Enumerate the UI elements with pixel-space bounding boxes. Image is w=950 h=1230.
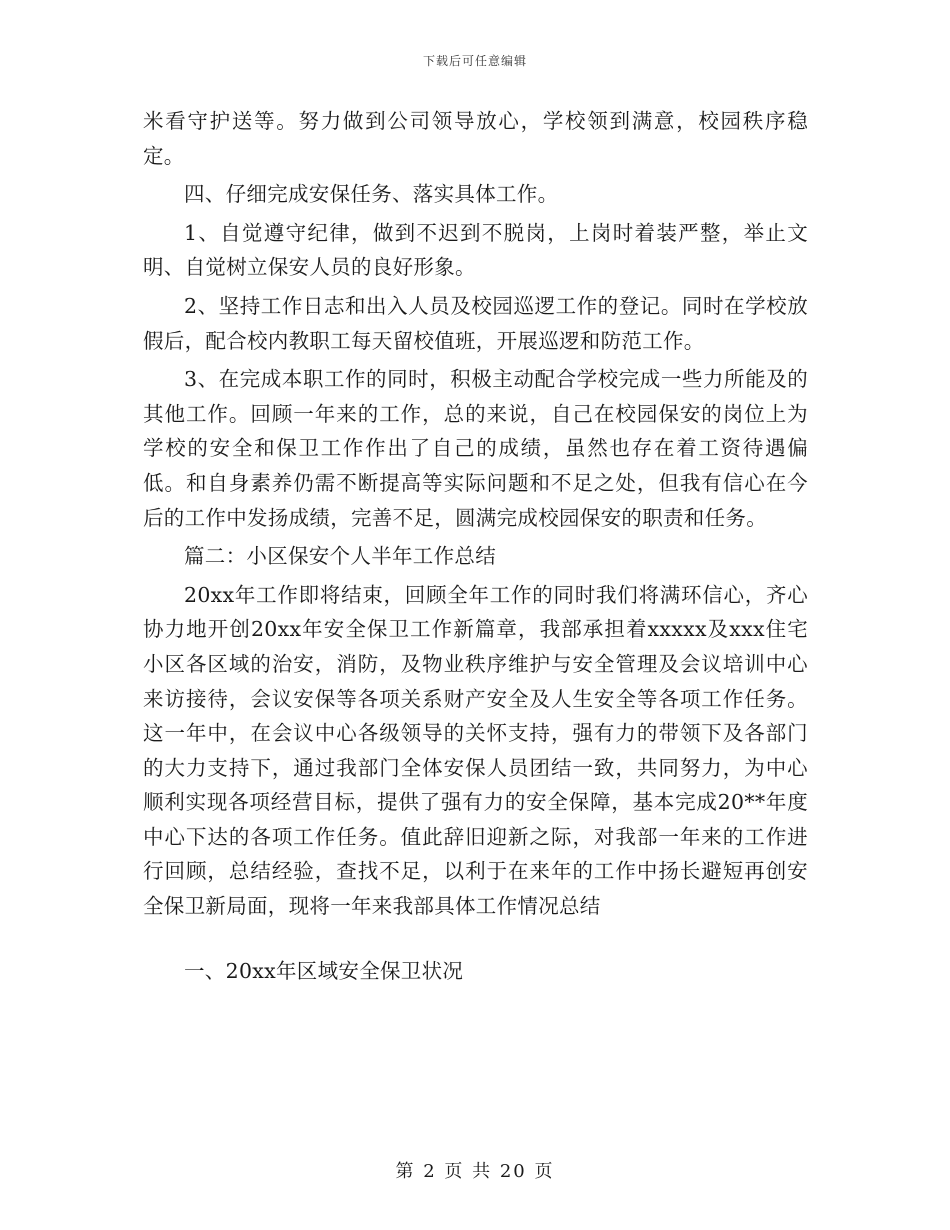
section-heading-4: 四、仔细完成安保任务、落实具体工作。	[184, 182, 559, 207]
page-header: 下载后可任意编辑	[422, 54, 527, 68]
article-title-part2: 篇二：小区保安个人半年工作总结	[184, 544, 496, 569]
list-item-2: 2、坚持工作日志和出入人员及校园巡逻工作的登记。同时在学校放假后，配合校内教职工每天留校值班，开展巡逻和防范工作。	[143, 293, 808, 353]
paragraph-continuation: 米看守护送等。努力做到公司领导放心，学校领到满意，校园秩序稳定。	[143, 109, 808, 168]
page-number: 第 2 页 共 20 页	[395, 1161, 555, 1182]
section-heading-1: 一、20xx年区域安全保卫状况	[184, 958, 464, 983]
list-item-3: 3、在完成本职工作的同时，积极主动配合学校完成一些力所能及的其他工作。回顾一年来的工作，总的来说，自己在校园保安的岗位上为学校的安全和保卫工作作出了自己的成绩，虽然也存在着工资待遇偏低。和自身素养仍需不断提高等实际问题和不足之处，但我有信心在今后的工作中发扬成绩，完善不足，圆满完成校园保安的职责和任务。	[143, 367, 808, 530]
paragraph-intro: 20xx年工作即将结束，回顾全年工作的同时我们将满环信心，齐心协力地开创20xx年安全保卫工作新篇章，我部承担着xxxxx及xxx住宅小区各区域的治安，消防，及物业秩序维护与安全管理及会议培训中心来访接待，会议安保等各项关系财产安全及人生安全等各项工作任务。这一年中，在会议中心各级领导的关怀支持，强有力的带领下及各部门的大力支持下，通过我部门全体安保人员团结一致，共同努力，为中心顺利实现各项经营目标，提供了强有力的安全保障，基本完成20**年度中心下达的各项工作任务。值此辞旧迎新之际，对我部一年来的工作进行回顾，总结经验，查找不足，以利于在来年的工作中扬长避短再创安全保卫新局面，现将一年来我部具体工作情况总结	[143, 582, 808, 919]
list-item-1: 1、自觉遵守纪律，做到不迟到不脱岗，上岗时着装严整，举止文明、自觉树立保安人员的良好形象。	[143, 220, 808, 280]
document-body	[143, 104, 808, 988]
